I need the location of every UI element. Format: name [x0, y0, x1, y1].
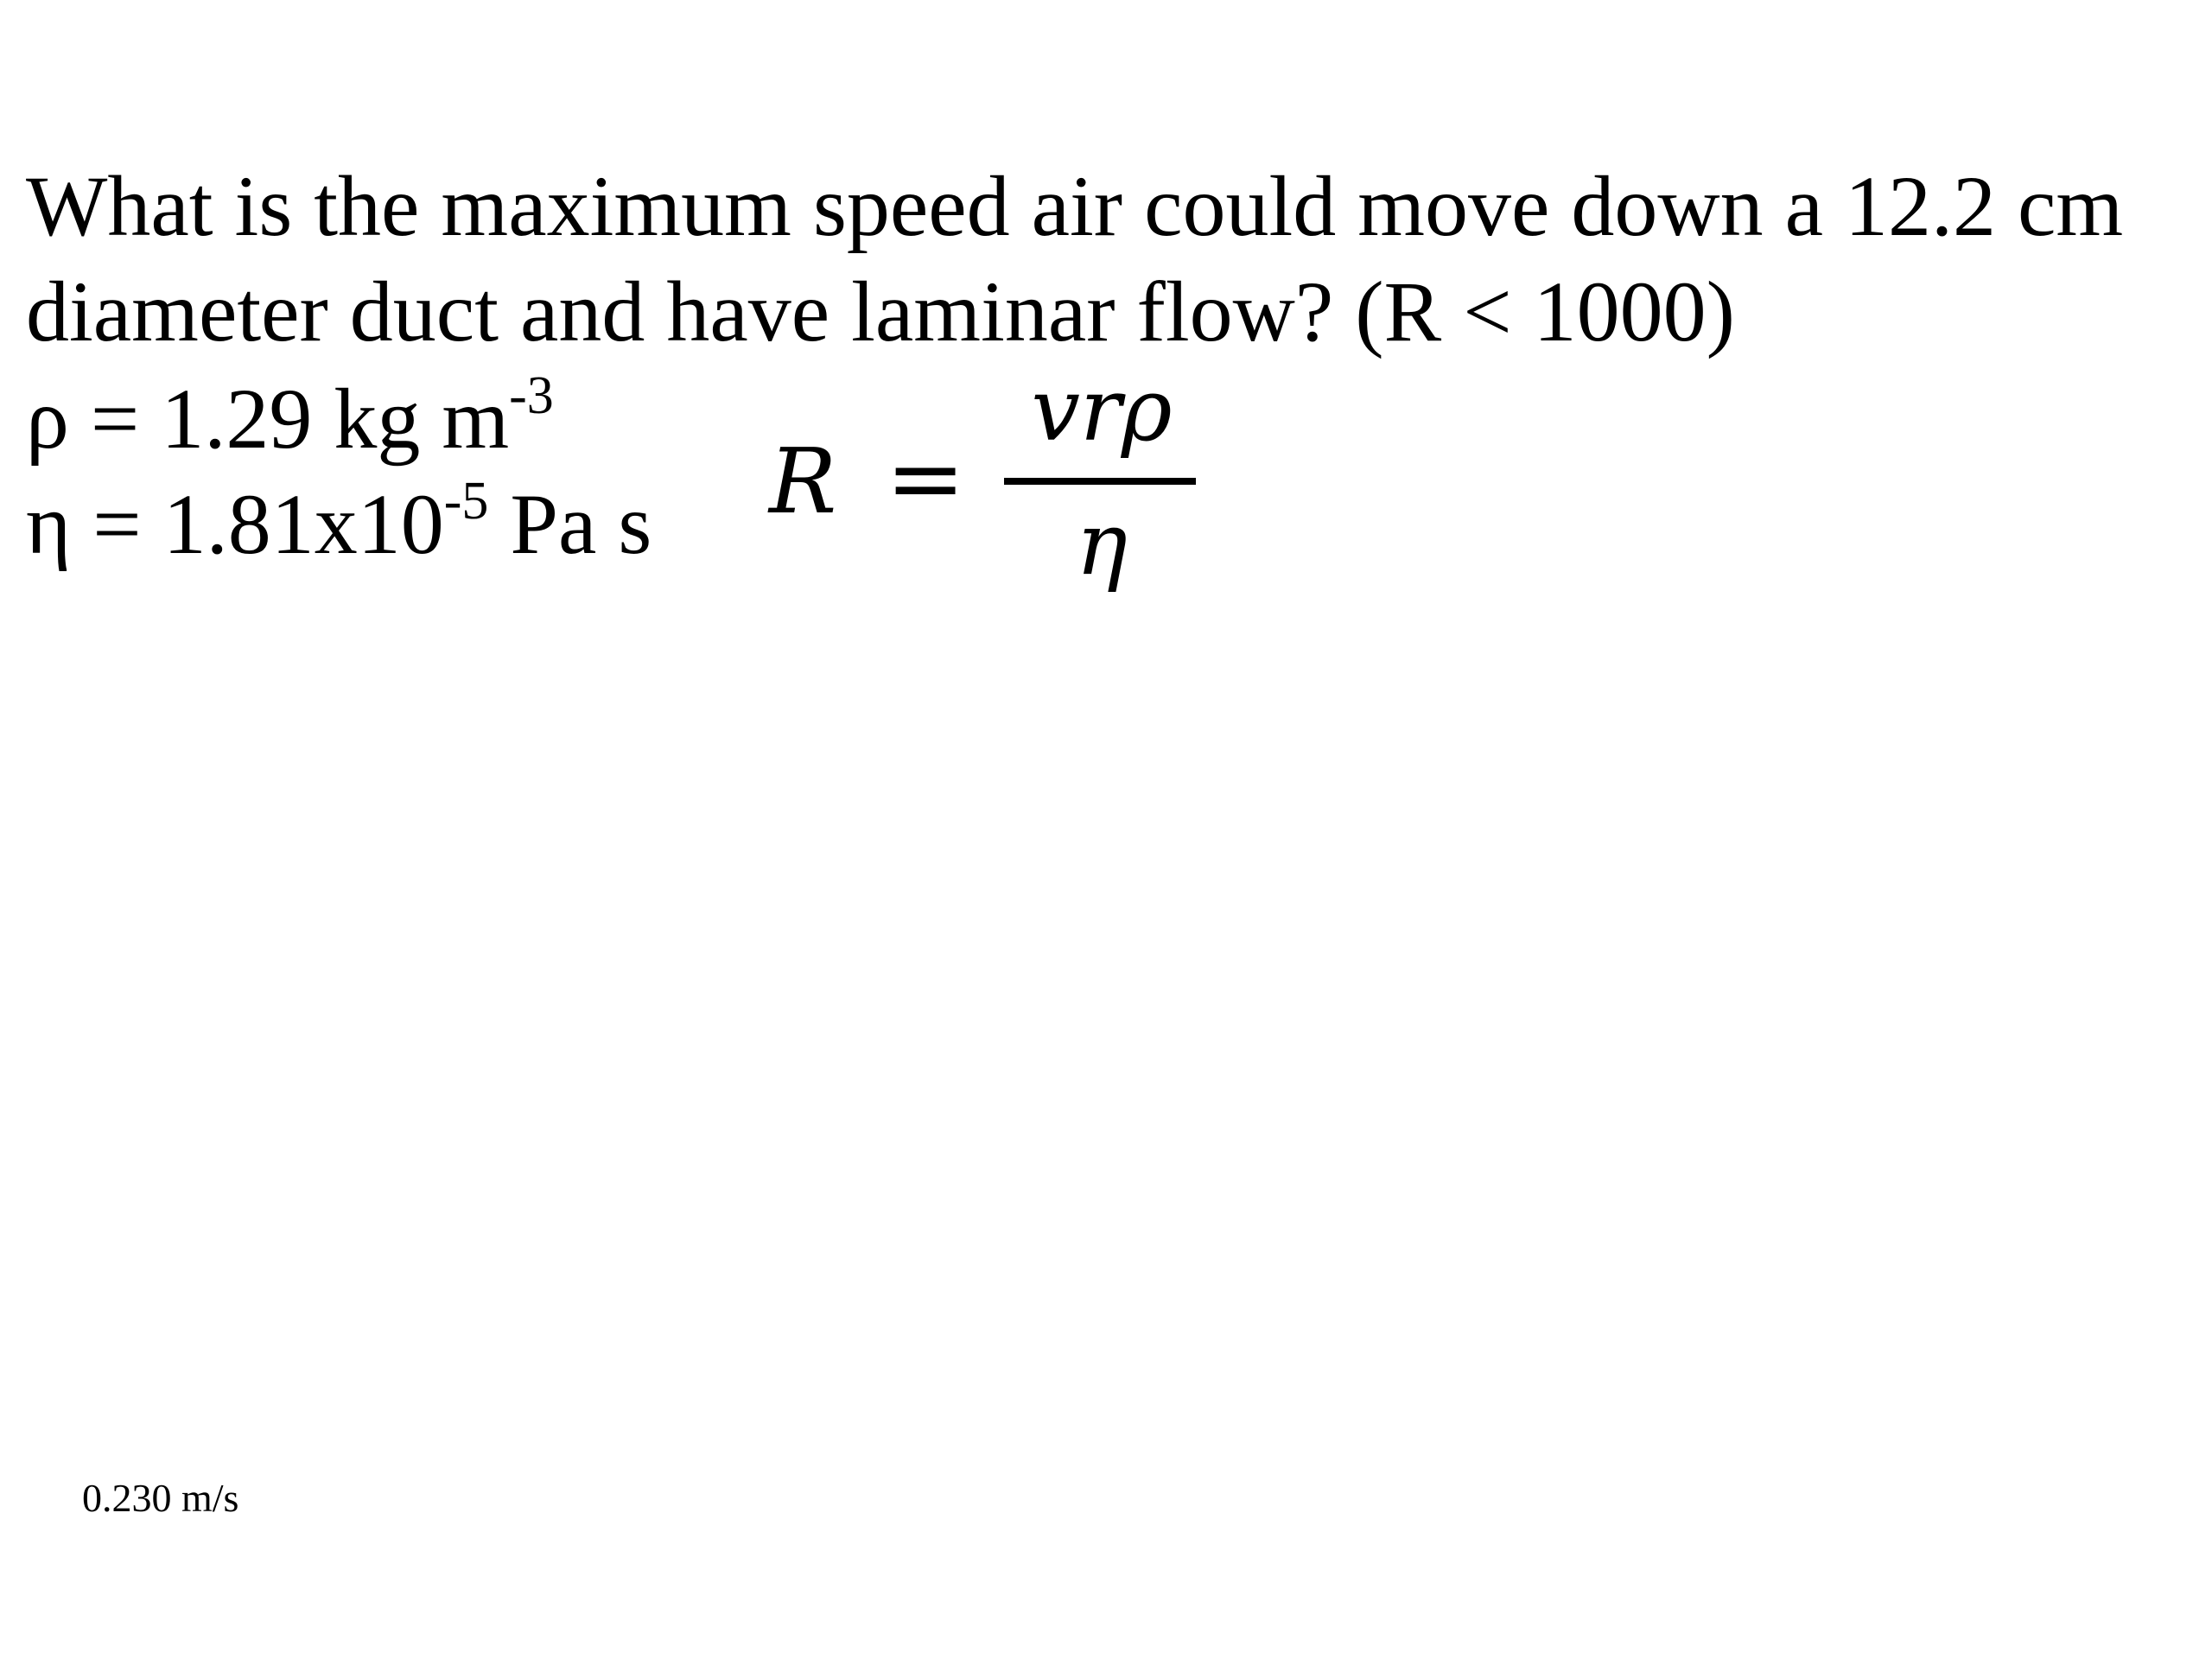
density-symbol: ρ	[26, 371, 69, 467]
given-values	[26, 366, 652, 577]
formula-equals: =	[886, 423, 966, 533]
fraction-bar	[1004, 478, 1196, 485]
viscosity-value: 1.81x10	[162, 476, 444, 572]
density-row	[26, 366, 652, 472]
viscosity-symbol: η	[26, 476, 72, 572]
density-value: 1.29 kg m	[161, 371, 510, 467]
question-text	[26, 154, 2186, 365]
viscosity-unit: Pa s	[488, 476, 652, 572]
formula-numerator: vrρ	[1031, 359, 1173, 461]
viscosity-equals: =	[92, 476, 142, 572]
reynolds-formula	[769, 359, 1218, 626]
question-line-1: What is the maximum speed air could move down a 12.2 cm	[26, 158, 2124, 254]
formula-lhs: R	[769, 429, 837, 534]
question-line-2: diameter duct and have laminar flow? (R < 1000)	[26, 264, 1735, 359]
density-exponent: -3	[509, 365, 554, 425]
density-equals: =	[90, 371, 140, 467]
formula-denominator: η	[1076, 493, 1128, 594]
viscosity-exponent: -5	[443, 471, 489, 531]
answer-text: 0.230 m/s	[82, 1476, 239, 1520]
viscosity-row	[26, 472, 652, 577]
